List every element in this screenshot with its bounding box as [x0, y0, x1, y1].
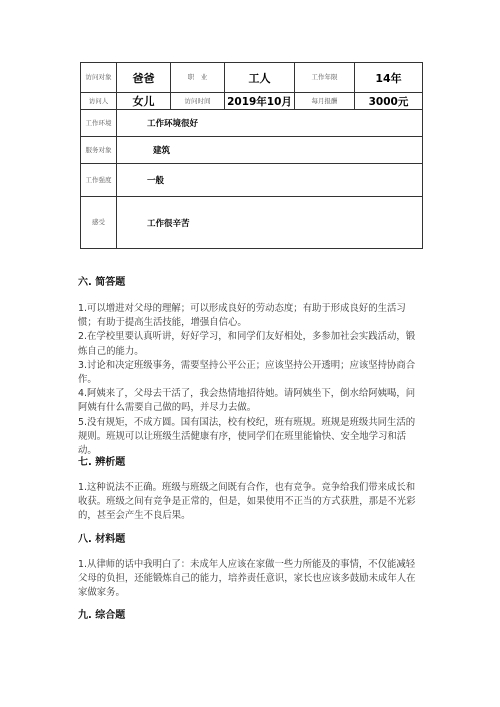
cell-label-visit-time: 访问时间 [171, 93, 225, 110]
table-row [81, 164, 423, 197]
answer-item: 3.讨论和决定班级事务，需要坚持公平公正；应该坚持公开透明；应该坚持协商合作。 [78, 359, 416, 386]
table-row [81, 137, 423, 164]
section-title-material: 八. 材料题 [78, 534, 126, 545]
cell-value-interviewer: 女儿 [117, 93, 171, 110]
analysis-content [78, 481, 424, 524]
answer-item: 4.阿姨来了，父母去干活了，我会热情地招待她。请阿姨坐下，倒水给阿姨喝，问阿姨有什么需要自己做的吗，并尽力去做。 [78, 388, 416, 414]
cell-value-occupation: 工人 [225, 63, 295, 93]
answer-item: 1.这种说法不正确。班级与班级之间既有合作，也有竞争。竞争给我们带来成长和收获。班级之间有竞争是正常的，但是，如果使用不正当的方式获胜，那是不光彩的，甚至会产生不良后果。 [78, 482, 416, 522]
answer-item: 5.没有规矩，不成方圆。国有国法，校有校纪，班有班规。班规是班级共同生活的规则。班规可以让班级生活健康有序，使同学们在班里能愉快、安全地学习和活动。 [78, 416, 416, 457]
cell-label-interviewee: 访问对象 [81, 63, 117, 93]
cell-value-intensity: 一般 [117, 164, 423, 197]
section-title-comprehensive: 九. 综合题 [78, 610, 126, 621]
cell-label-salary: 每月报酬 [295, 93, 355, 110]
section-title-short-answer: 六. 简答题 [78, 277, 126, 288]
cell-label-interviewer: 访问人 [81, 93, 117, 110]
cell-value-interviewee: 爸爸 [117, 63, 171, 93]
cell-value-salary: 3000元 [355, 93, 423, 110]
short-answer-content [78, 302, 424, 458]
cell-label-years: 工作年限 [295, 63, 355, 93]
cell-label-environment: 工作环境 [81, 110, 117, 137]
cell-value-environment: 工作环境很好 [117, 110, 423, 137]
table-row [81, 110, 423, 137]
cell-value-visit-time: 2019年10月 [225, 93, 295, 110]
cell-value-service-target: 建筑 [117, 137, 423, 164]
material-content [78, 558, 424, 601]
cell-label-feeling: 感受 [81, 197, 117, 249]
cell-label-service-target: 服务对象 [81, 137, 117, 164]
cell-value-feeling: 工作很辛苦 [117, 197, 423, 249]
cell-value-years: 14年 [355, 63, 423, 93]
section-title-analysis: 七. 辨析题 [78, 457, 126, 468]
cell-label-intensity: 工作强度 [81, 164, 117, 197]
table-row [81, 197, 423, 249]
answer-item: 1.从律师的话中我明白了：未成年人应该在家做一些力所能及的事情，不仅能减轻父母的负担，还能锻炼自己的能力，培养责任意识，家长也应该多鼓励未成年人在家做家务。 [78, 559, 416, 599]
table-row [81, 93, 423, 110]
interview-table [80, 62, 423, 249]
answer-item: 2.在学校里要认真听讲，好好学习，和同学们友好相处，多参加社会实践活动，锻炼自己的能力。 [78, 331, 416, 357]
table-row [81, 63, 423, 93]
answer-item: 1.可以增进对父母的理解；可以形成良好的劳动态度；有助于形成良好的生活习惯；有助于提高生活技能，增强自信心。 [78, 303, 406, 329]
cell-label-occupation: 职 业 [171, 63, 225, 93]
